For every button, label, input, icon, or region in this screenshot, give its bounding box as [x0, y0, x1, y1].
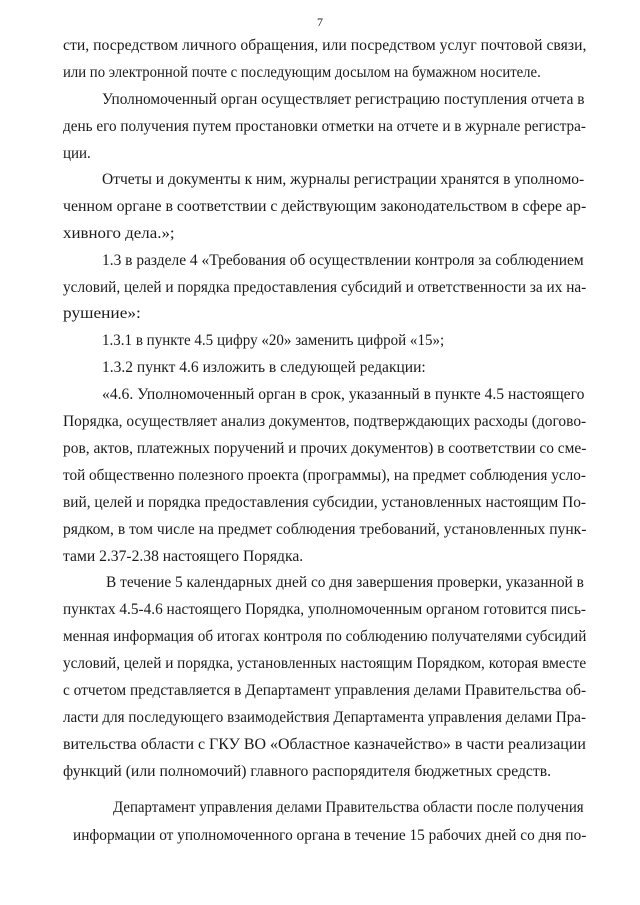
- text-line: ченном органе в соответствии с действующим законодательством в сфере ар-: [63, 198, 587, 215]
- text-line: с отчетом представляется в Департамент управления делами Правительства об-: [63, 682, 587, 699]
- text-line: той общественно полезного проекта (программы), на предмет соблюдения усло-: [63, 467, 586, 484]
- text-line: вительства области с ГКУ ВО «Областное казначейство» в части реализации: [63, 736, 586, 753]
- text-line: Департамент управления делами Правительства области после получения: [113, 799, 584, 816]
- text-line: функций (или полномочий) главного распорядителя бюджетных средств.: [63, 763, 552, 780]
- text-line: рядком, в том числе на предмет соблюдения требований, установленных пунк-: [63, 521, 587, 538]
- text-line: тами 2.37-2.38 настоящего Порядка.: [63, 548, 304, 565]
- text-line: 1.3.1 в пункте 4.5 цифру «20» заменить цифрой «15»;: [102, 332, 445, 349]
- text-line: сти, посредством личного обращения, или посредством услуг почтовой связи,: [63, 37, 587, 54]
- text-line: хивного дела.»;: [63, 225, 175, 242]
- text-line: ласти для последующего взаимодействия Департамента управления делами Пра-: [63, 709, 587, 726]
- text-line: «4.6. Уполномоченный орган в срок, указанный в пункте 4.5 настоящего: [102, 386, 585, 403]
- text-line: или по электронной почте с последующим досылом на бумажном носителе.: [63, 64, 541, 81]
- text-line: В течение 5 календарных дней со дня завершения проверки, указанной в: [106, 574, 584, 591]
- text-line: условий, целей и порядка, установленных настоящим Порядком, которая вместе: [63, 655, 587, 672]
- text-line: 1.3.2 пункт 4.6 изложить в следующей редакции:: [102, 359, 426, 376]
- text-line: день его получения путем простановки отметки на отчете и в журнале регистра-: [63, 118, 586, 135]
- text-line: условий, целей и порядка предоставления субсидий и ответственности за их на-: [63, 279, 587, 296]
- text-line: информации от уполномоченного органа в течение 15 рабочих дней со дня по-: [73, 827, 587, 844]
- text-line: рушение»:: [63, 305, 141, 322]
- text-line: Отчеты и документы к ним, журналы регистрации хранятся в уполномо-: [102, 171, 585, 188]
- text-line: 1.3 в разделе 4 «Требования об осуществлении контроля за соблюдением: [102, 252, 584, 269]
- text-line: пунктах 4.5-4.6 настоящего Порядка, уполномоченным органом готовится пись-: [63, 601, 587, 618]
- text-line: ции.: [63, 145, 91, 162]
- page-number: 7: [317, 15, 323, 29]
- text-line: вий, целей и порядка предоставления субсидии, установленных настоящим По-: [63, 494, 587, 511]
- text-line: ров, актов, платежных поручений и прочих документов) в соответствии со сме-: [63, 440, 587, 457]
- text-line: Уполномоченный орган осуществляет регистрацию поступления отчета в: [102, 91, 585, 108]
- text-line: Порядка, осуществляет анализ документов, подтверждающих расходы (догово-: [63, 413, 587, 430]
- text-line: менная информация об итогах контроля по соблюдению получателями субсидий: [63, 628, 587, 645]
